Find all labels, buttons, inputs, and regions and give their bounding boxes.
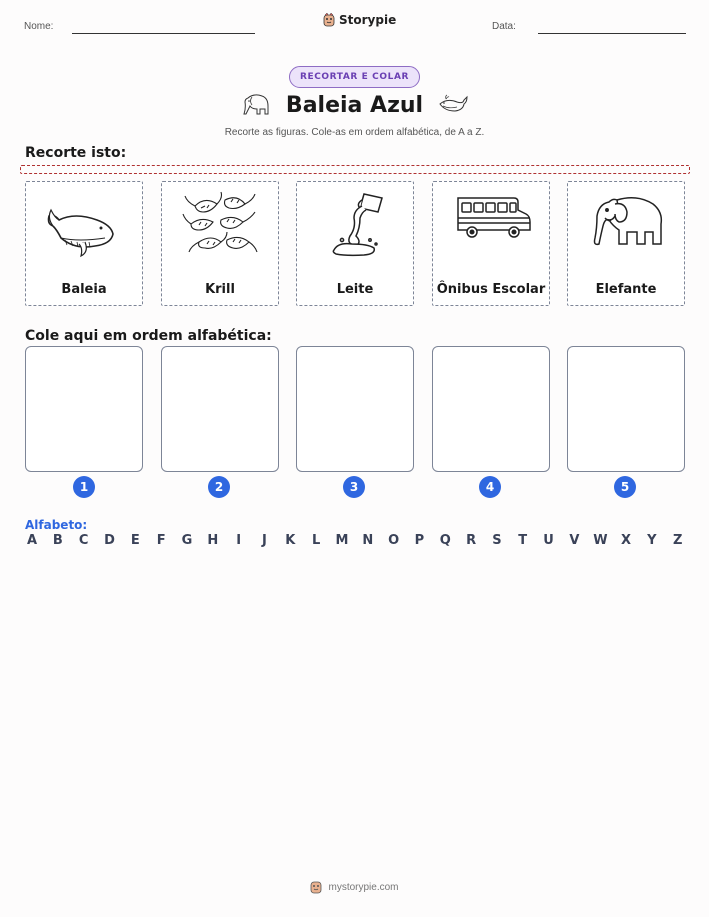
- alphabet-letter: F: [156, 533, 166, 548]
- cut-card-milk[interactable]: [296, 181, 414, 306]
- card-label: Ônibus Escolar: [436, 282, 546, 297]
- storypie-mascot-icon: [323, 13, 335, 27]
- slot-number-badge: 3: [343, 476, 365, 498]
- paste-slot-2[interactable]: [161, 346, 279, 472]
- alphabet-letter: W: [593, 533, 608, 548]
- whale-icon: [45, 190, 125, 260]
- alphabet-letter: C: [78, 533, 89, 548]
- alphabet-letter: D: [104, 533, 115, 548]
- date-label: Data:: [492, 21, 516, 32]
- title-row: [0, 92, 709, 118]
- whale-icon: [437, 92, 469, 118]
- card-label: Leite: [336, 282, 374, 297]
- alphabet-letter: N: [362, 533, 374, 548]
- alphabet-letter: X: [621, 533, 632, 548]
- cut-heading: Recorte isto:: [25, 145, 127, 161]
- alphabet-letter: K: [285, 533, 296, 548]
- alphabet-letter: U: [543, 533, 554, 548]
- brand-logo: [323, 13, 396, 27]
- alphabet-letter: O: [388, 533, 400, 548]
- milk-pour-icon: [316, 190, 396, 260]
- slot-number-badge: 5: [614, 476, 636, 498]
- slot-number-badge: 1: [73, 476, 95, 498]
- alphabet-letter: M: [335, 533, 349, 548]
- cut-card-whale[interactable]: [25, 181, 143, 306]
- alphabet-letter: V: [569, 533, 580, 548]
- card-label: Elefante: [595, 282, 657, 297]
- cut-card-school-bus[interactable]: [432, 181, 550, 306]
- paste-slot-3[interactable]: [296, 346, 414, 472]
- page-title: Baleia Azul: [285, 92, 424, 118]
- alphabet-letter: Y: [647, 533, 657, 548]
- alphabet-letter: E: [130, 533, 140, 548]
- alphabet-letter: J: [262, 533, 267, 548]
- alphabet-letter: R: [466, 533, 477, 548]
- paste-slot-1[interactable]: [25, 346, 143, 472]
- krill-icon: [181, 190, 261, 260]
- alphabet-letter: Q: [439, 533, 451, 548]
- cut-line: [20, 165, 690, 174]
- alphabet-letter: Z: [672, 533, 683, 548]
- card-label: Baleia: [61, 282, 107, 297]
- activity-badge: RECORTAR E COLAR: [289, 66, 420, 88]
- paste-slot-4[interactable]: [432, 346, 550, 472]
- alphabet-letter: P: [414, 533, 425, 548]
- cut-card-elephant[interactable]: [567, 181, 685, 306]
- alphabet-letter: L: [311, 533, 321, 548]
- alphabet-letter: S: [492, 533, 502, 548]
- name-line[interactable]: [72, 33, 255, 34]
- slot-number-badge: 4: [479, 476, 501, 498]
- date-line[interactable]: [538, 33, 686, 34]
- alphabet-row: [25, 533, 685, 548]
- cut-card-krill[interactable]: [161, 181, 279, 306]
- paste-slot-5[interactable]: [567, 346, 685, 472]
- paste-heading: Cole aqui em ordem alfabética:: [25, 328, 272, 344]
- alphabet-letter: A: [26, 533, 38, 548]
- alphabet-letter: H: [207, 533, 219, 548]
- slot-number-badge: 2: [208, 476, 230, 498]
- instructions: Recorte as figuras. Cole-as em ordem alfabética, de A a Z.: [224, 127, 485, 138]
- elephant-icon: [587, 190, 667, 260]
- alphabet-letter: T: [518, 533, 528, 548]
- card-label: Krill: [205, 282, 235, 297]
- alphabet-heading: Alfabeto:: [25, 518, 88, 532]
- elephant-icon: [240, 92, 272, 118]
- footer-url[interactable]: mystorypie.com: [328, 881, 399, 893]
- footer: [0, 880, 709, 894]
- storypie-mascot-icon: [310, 880, 322, 894]
- brand-name: Storypie: [339, 13, 397, 27]
- school-bus-icon: [452, 190, 532, 260]
- alphabet-letter: G: [181, 533, 193, 548]
- name-label: Nome:: [24, 21, 54, 32]
- alphabet-letter: B: [52, 533, 63, 548]
- alphabet-letter: I: [236, 533, 242, 548]
